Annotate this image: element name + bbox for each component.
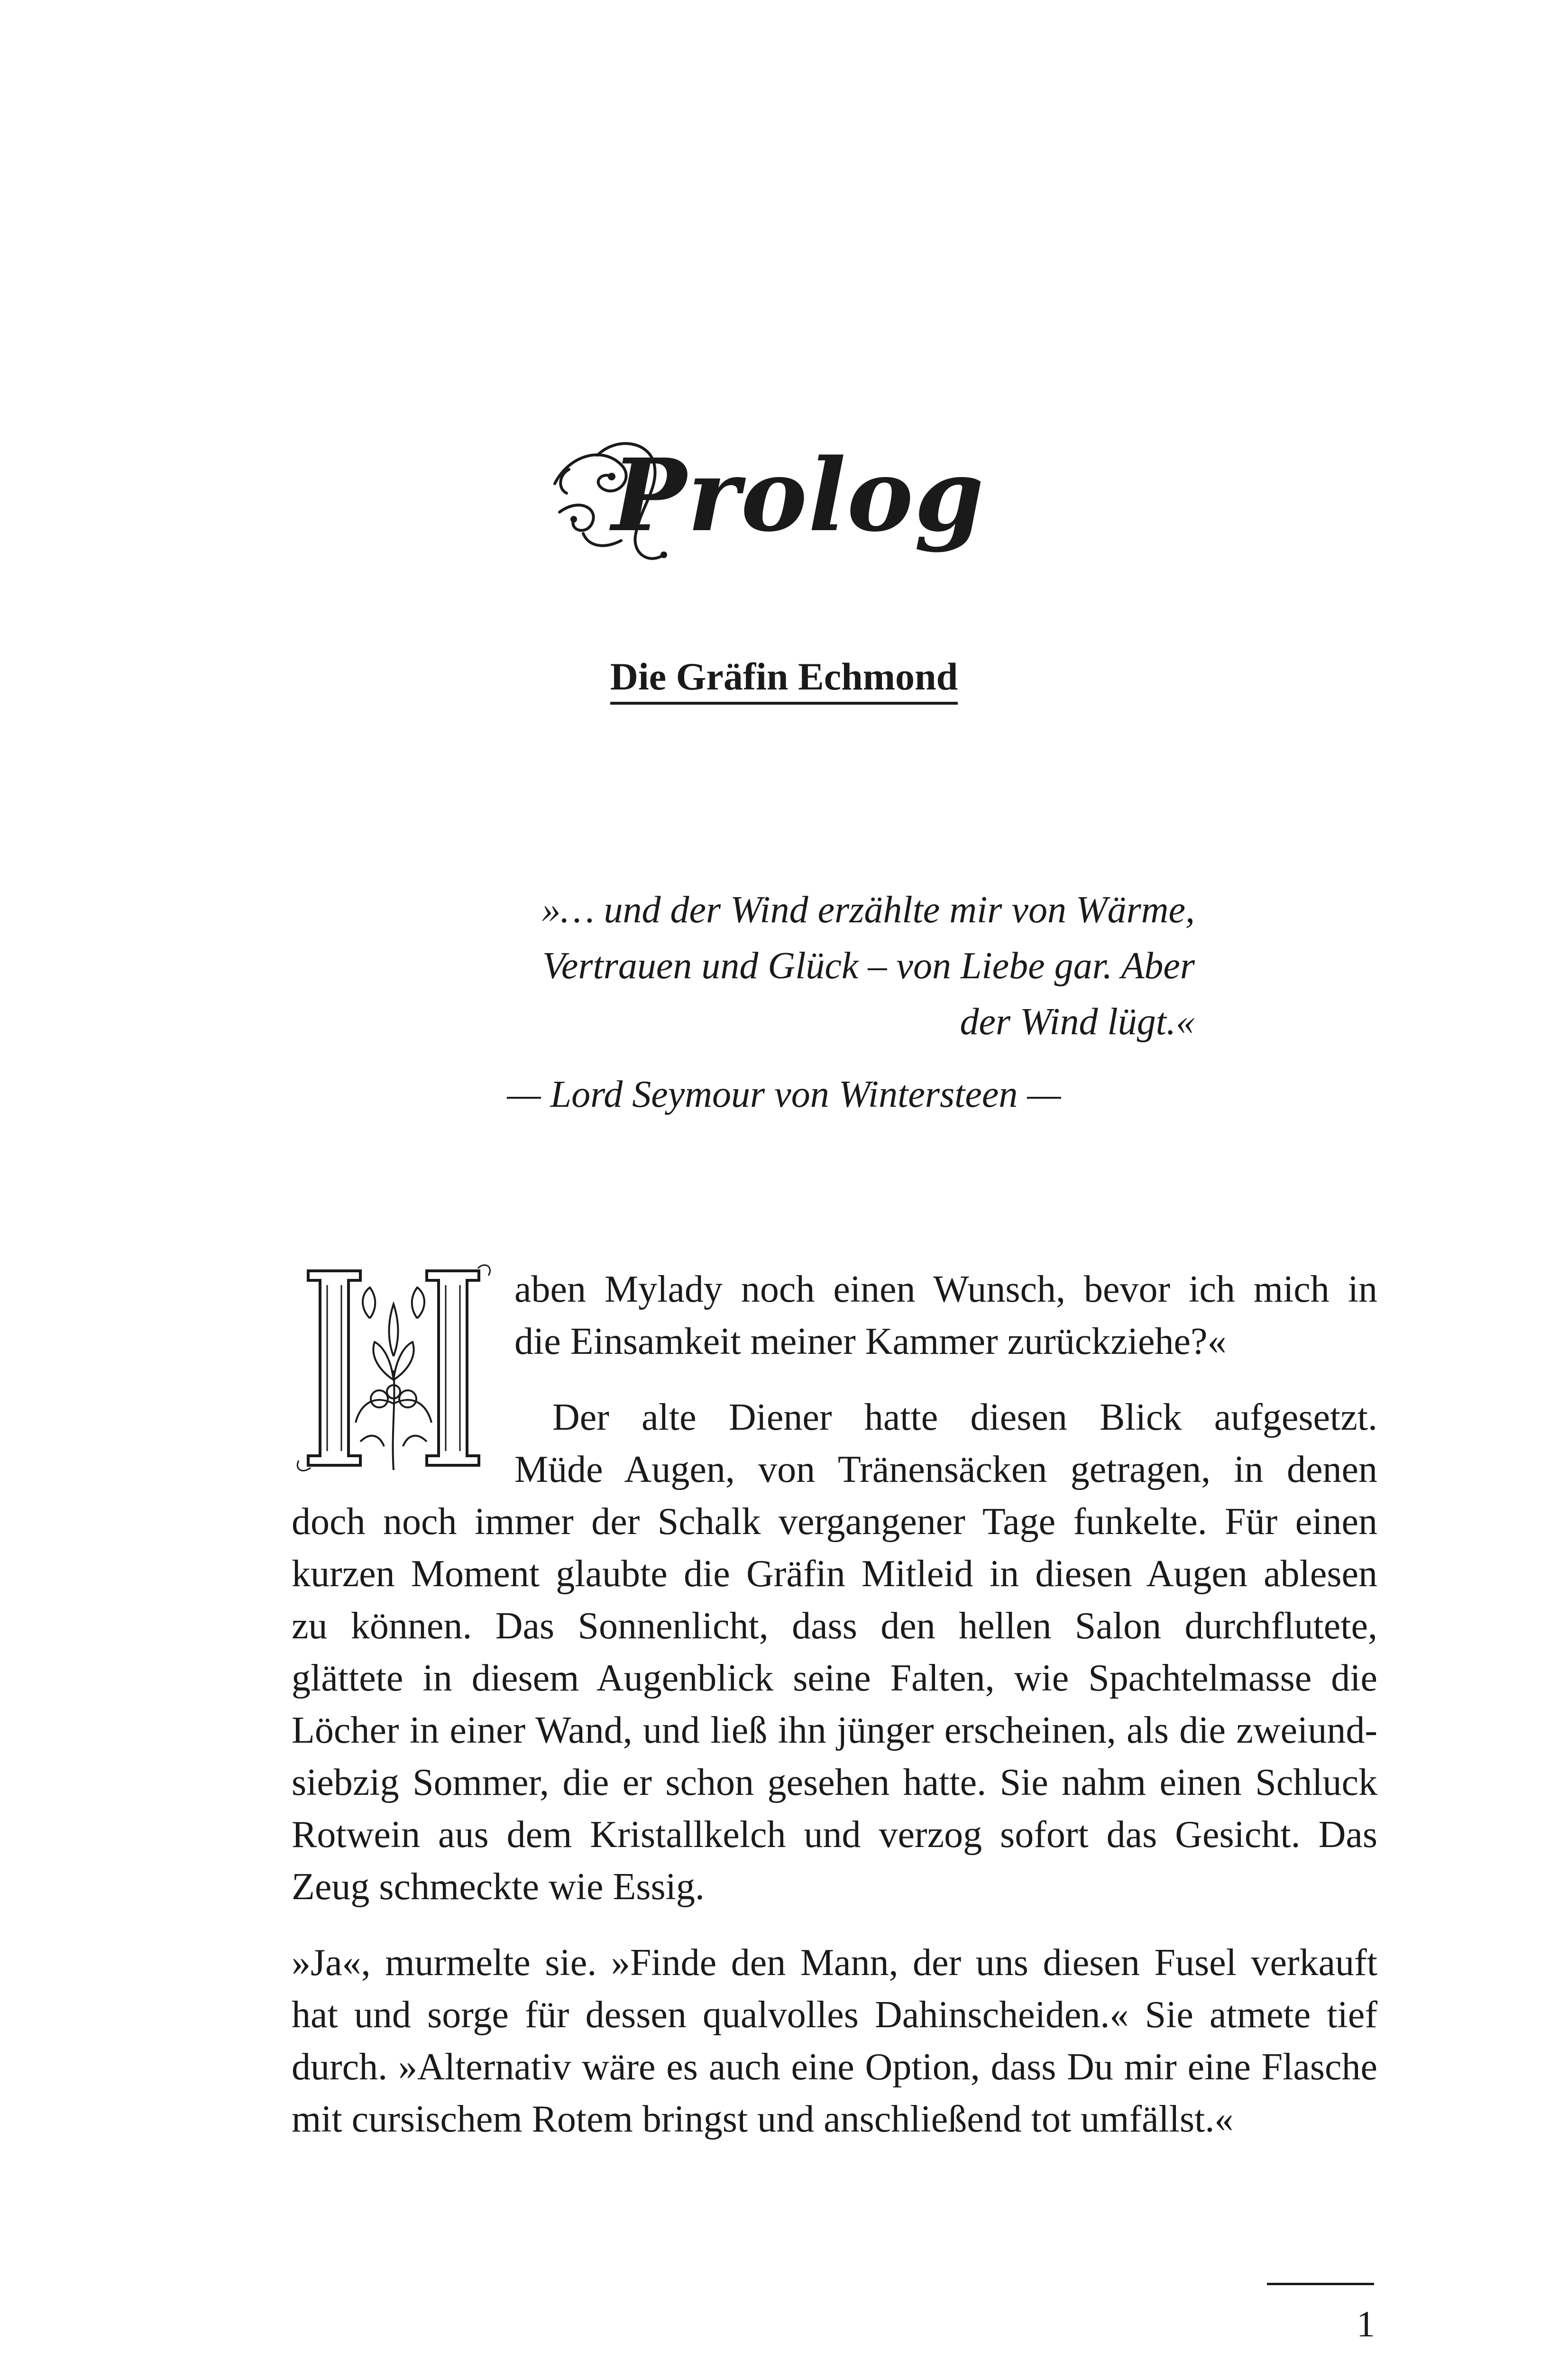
paragraph-line: doch noch immer der Schalk vergangener Tage funkelte. Für einen [292,1501,1377,1543]
paragraph-line: Löcher in einer Wand, und ließ ihn jünger erscheinen, als die zweiund- [292,1709,1377,1751]
footer-rule [1267,2283,1374,2285]
paragraph-line: zu können. Das Sonnenlicht, dass den hellen Salon durchflutete, [292,1605,1377,1647]
chapter-subtitle: Die Gräfin Echmond [610,653,958,705]
paragraph-line: »Ja«, murmelte sie. »Finde den Mann, der uns diesen Fusel verkauft [292,1942,1377,1984]
paragraph-line: hat und sorge für dessen qualvolles Dahinscheiden.« Sie atmete tief [292,1994,1377,2036]
paragraph-line: mit cursischem Rotem bringst und anschließend tot umfällst.« [292,2098,1234,2140]
paragraph-line: Der alte Diener hatte diesen Blick aufgesetzt. [552,1397,1377,1438]
chapter-title-block [545,427,1023,564]
epigraph-line: der Wind lügt.« [960,1001,1195,1043]
epigraph-attribution: — Lord Seymour von Wintersteen — [507,1074,1061,1115]
chapter-subtitle-container [0,653,1568,705]
paragraph-line: die Einsamkeit meiner Kammer zurückziehe?« [514,1321,1227,1362]
page-number: 1 [1357,2303,1375,2344]
epigraph-line: Vertrauen und Glück – von Liebe gar. Aber [542,945,1195,987]
body-text [292,1263,1377,2145]
paragraph-line: Rotwein aus dem Kristallkelch und verzog sofort das Gesicht. Das [292,1814,1377,1856]
epigraph-line: »… und der Wind erzählte mir von Wärme, [541,889,1195,931]
paragraph-line: kurzen Moment glaubte die Gräfin Mitleid in diesen Augen ablesen [292,1553,1377,1595]
chapter-title: Prolog [611,437,985,554]
epigraph [484,882,1195,1050]
paragraph-line: glättete in diesem Augenblick seine Falten, wie Spachtelmasse die [292,1657,1377,1699]
paragraph-line: Müde Augen, von Tränensäcken getragen, in denen [514,1449,1377,1490]
chapter-heading [0,427,1568,564]
paragraph-line: durch. »Alternativ wäre es auch eine Option, dass Du mir eine Flasche [292,2046,1377,2088]
paragraph-line: siebzig Sommer, die er schon gesehen hatte. Sie nahm einen Schluck [292,1762,1377,1803]
paragraph-line: aben Mylady noch einen Wunsch, bevor ich mich in [514,1268,1377,1310]
paragraph-line: Zeug schmeckte wie Essig. [292,1866,705,1908]
